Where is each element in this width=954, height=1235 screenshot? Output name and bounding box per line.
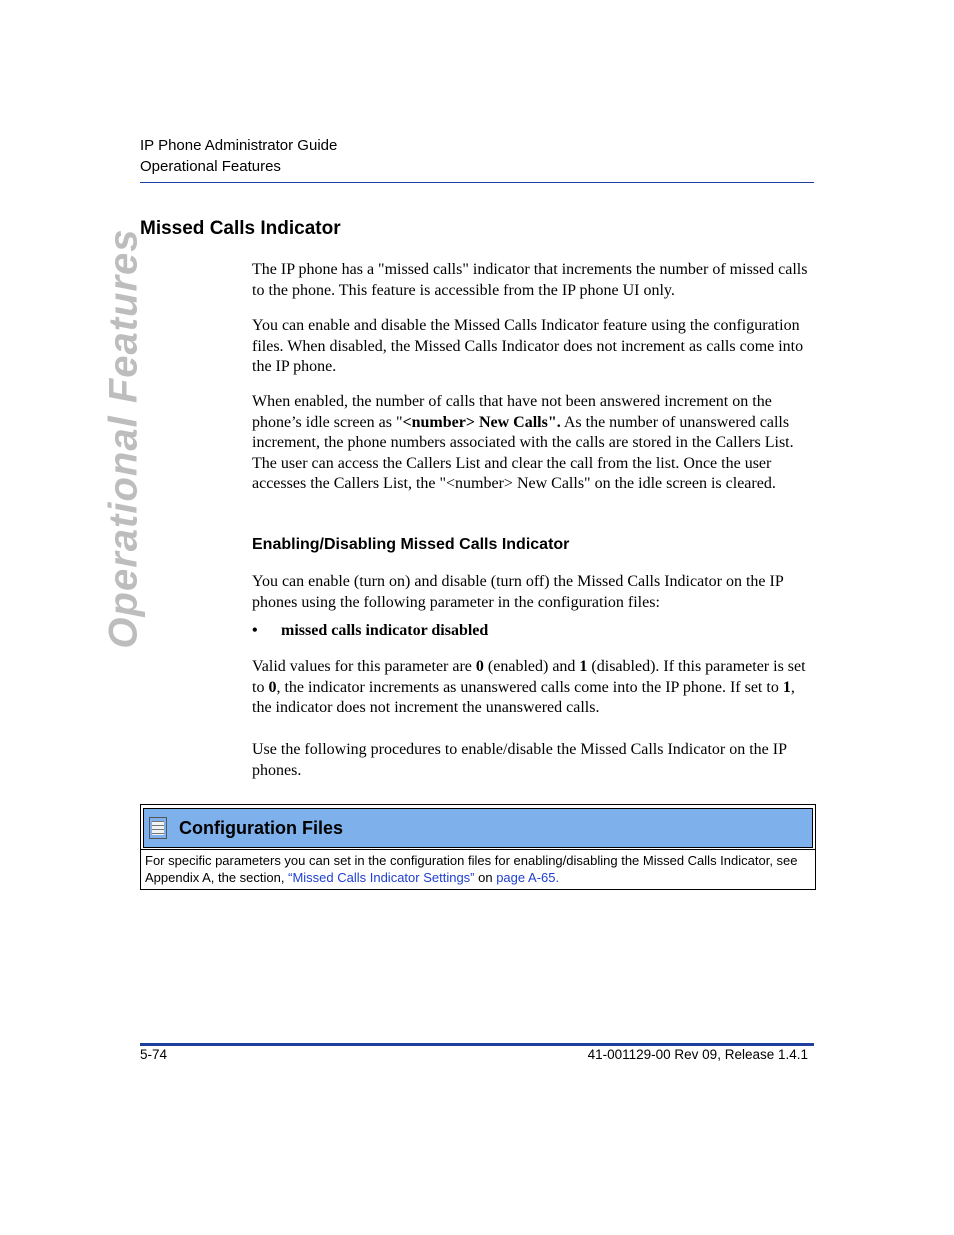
- p5-value-0: 0: [475, 658, 484, 675]
- p3-text-a: When enabled, the number of calls that have not been answered increment on the phone’s idle screen as ": [252, 393, 772, 431]
- missed-calls-settings-link[interactable]: “Missed Calls Indicator Settings”: [288, 870, 475, 885]
- page-a65-link-text[interactable]: page A-65: [496, 870, 556, 885]
- footer-rule: [140, 1043, 814, 1046]
- p5-g: , the indicator increments as unanswered calls come into the IP phone. If set to: [276, 678, 783, 696]
- config-text-c: .: [555, 870, 560, 885]
- p5-c: (enabled) and: [483, 658, 580, 675]
- bullet-item: [252, 622, 488, 640]
- page-a65-link[interactable]: [496, 870, 559, 885]
- p5-i: , the indicator does not increment the unanswered calls.: [252, 678, 795, 716]
- p5-a: Valid values for this parameter are: [252, 658, 476, 675]
- subsection-title: Enabling/Disabling Missed Calls Indicator: [252, 536, 570, 553]
- document-icon: [149, 817, 167, 839]
- config-text-a: For specific parameters you can set in the configuration files for enabling/disabling the Missed Calls Indicator, see Appendix A, the section,: [145, 853, 798, 885]
- bullet-marker: •: [252, 622, 258, 639]
- running-header: [140, 135, 337, 177]
- side-chapter-tab: [100, 227, 148, 649]
- config-text-b: on: [474, 870, 497, 885]
- paragraph-valid-values: [252, 657, 818, 719]
- section-title: Missed Calls Indicator: [140, 218, 341, 239]
- document-revision: 41-001129-00 Rev 09, Release 1.4.1: [587, 1047, 808, 1062]
- configuration-files-text: [145, 852, 809, 886]
- p5-value-1-b: 1: [782, 678, 791, 696]
- paragraph-enable-disable: You can enable and disable the Missed Calls Indicator feature using the configuration files. When disabled, the Missed Calls Indicator does not increment as calls come into the IP phone.: [252, 317, 804, 375]
- p3-bold: <number> New Calls".: [402, 413, 561, 431]
- p5-value-1: 1: [579, 658, 588, 675]
- p5-value-0-b: 0: [268, 678, 277, 696]
- paragraph-intro: The IP phone has a "missed calls" indicator that increments the number of missed calls to the phone. This feature is accessible from the IP phone UI only.: [252, 261, 808, 299]
- paragraph-when-enabled: [252, 392, 818, 495]
- p5-e: (disabled). If this parameter is set to: [252, 658, 806, 696]
- configuration-files-header: [143, 808, 813, 848]
- p3-text-b: As the number of unanswered calls increment, the phone numbers associated with the calls are stored in the Callers List. The user can access the Callers List and clear the call from the list. Once the user accesses the Callers List, the "<number> New Calls" on the idle screen is cleared.: [252, 413, 794, 492]
- side-chapter-tab-text: Operational Features: [101, 227, 146, 649]
- header-rule: [140, 182, 814, 183]
- header-chapter-title: Operational Features: [140, 158, 281, 175]
- paragraph-parameter-intro: You can enable (turn on) and disable (turn off) the Missed Calls Indicator on the IP phones using the following parameter in the configuration files:: [252, 573, 784, 611]
- header-guide-title: IP Phone Administrator Guide: [140, 137, 338, 154]
- bullet-parameter-name: missed calls indicator disabled: [281, 622, 489, 639]
- configuration-files-title: Configuration Files: [179, 817, 343, 838]
- box-divider: [141, 849, 815, 850]
- page-number: 5-74: [140, 1047, 168, 1062]
- paragraph-procedures: Use the following procedures to enable/disable the Missed Calls Indicator on the IP phones.: [252, 741, 787, 779]
- configuration-files-box: [140, 804, 816, 890]
